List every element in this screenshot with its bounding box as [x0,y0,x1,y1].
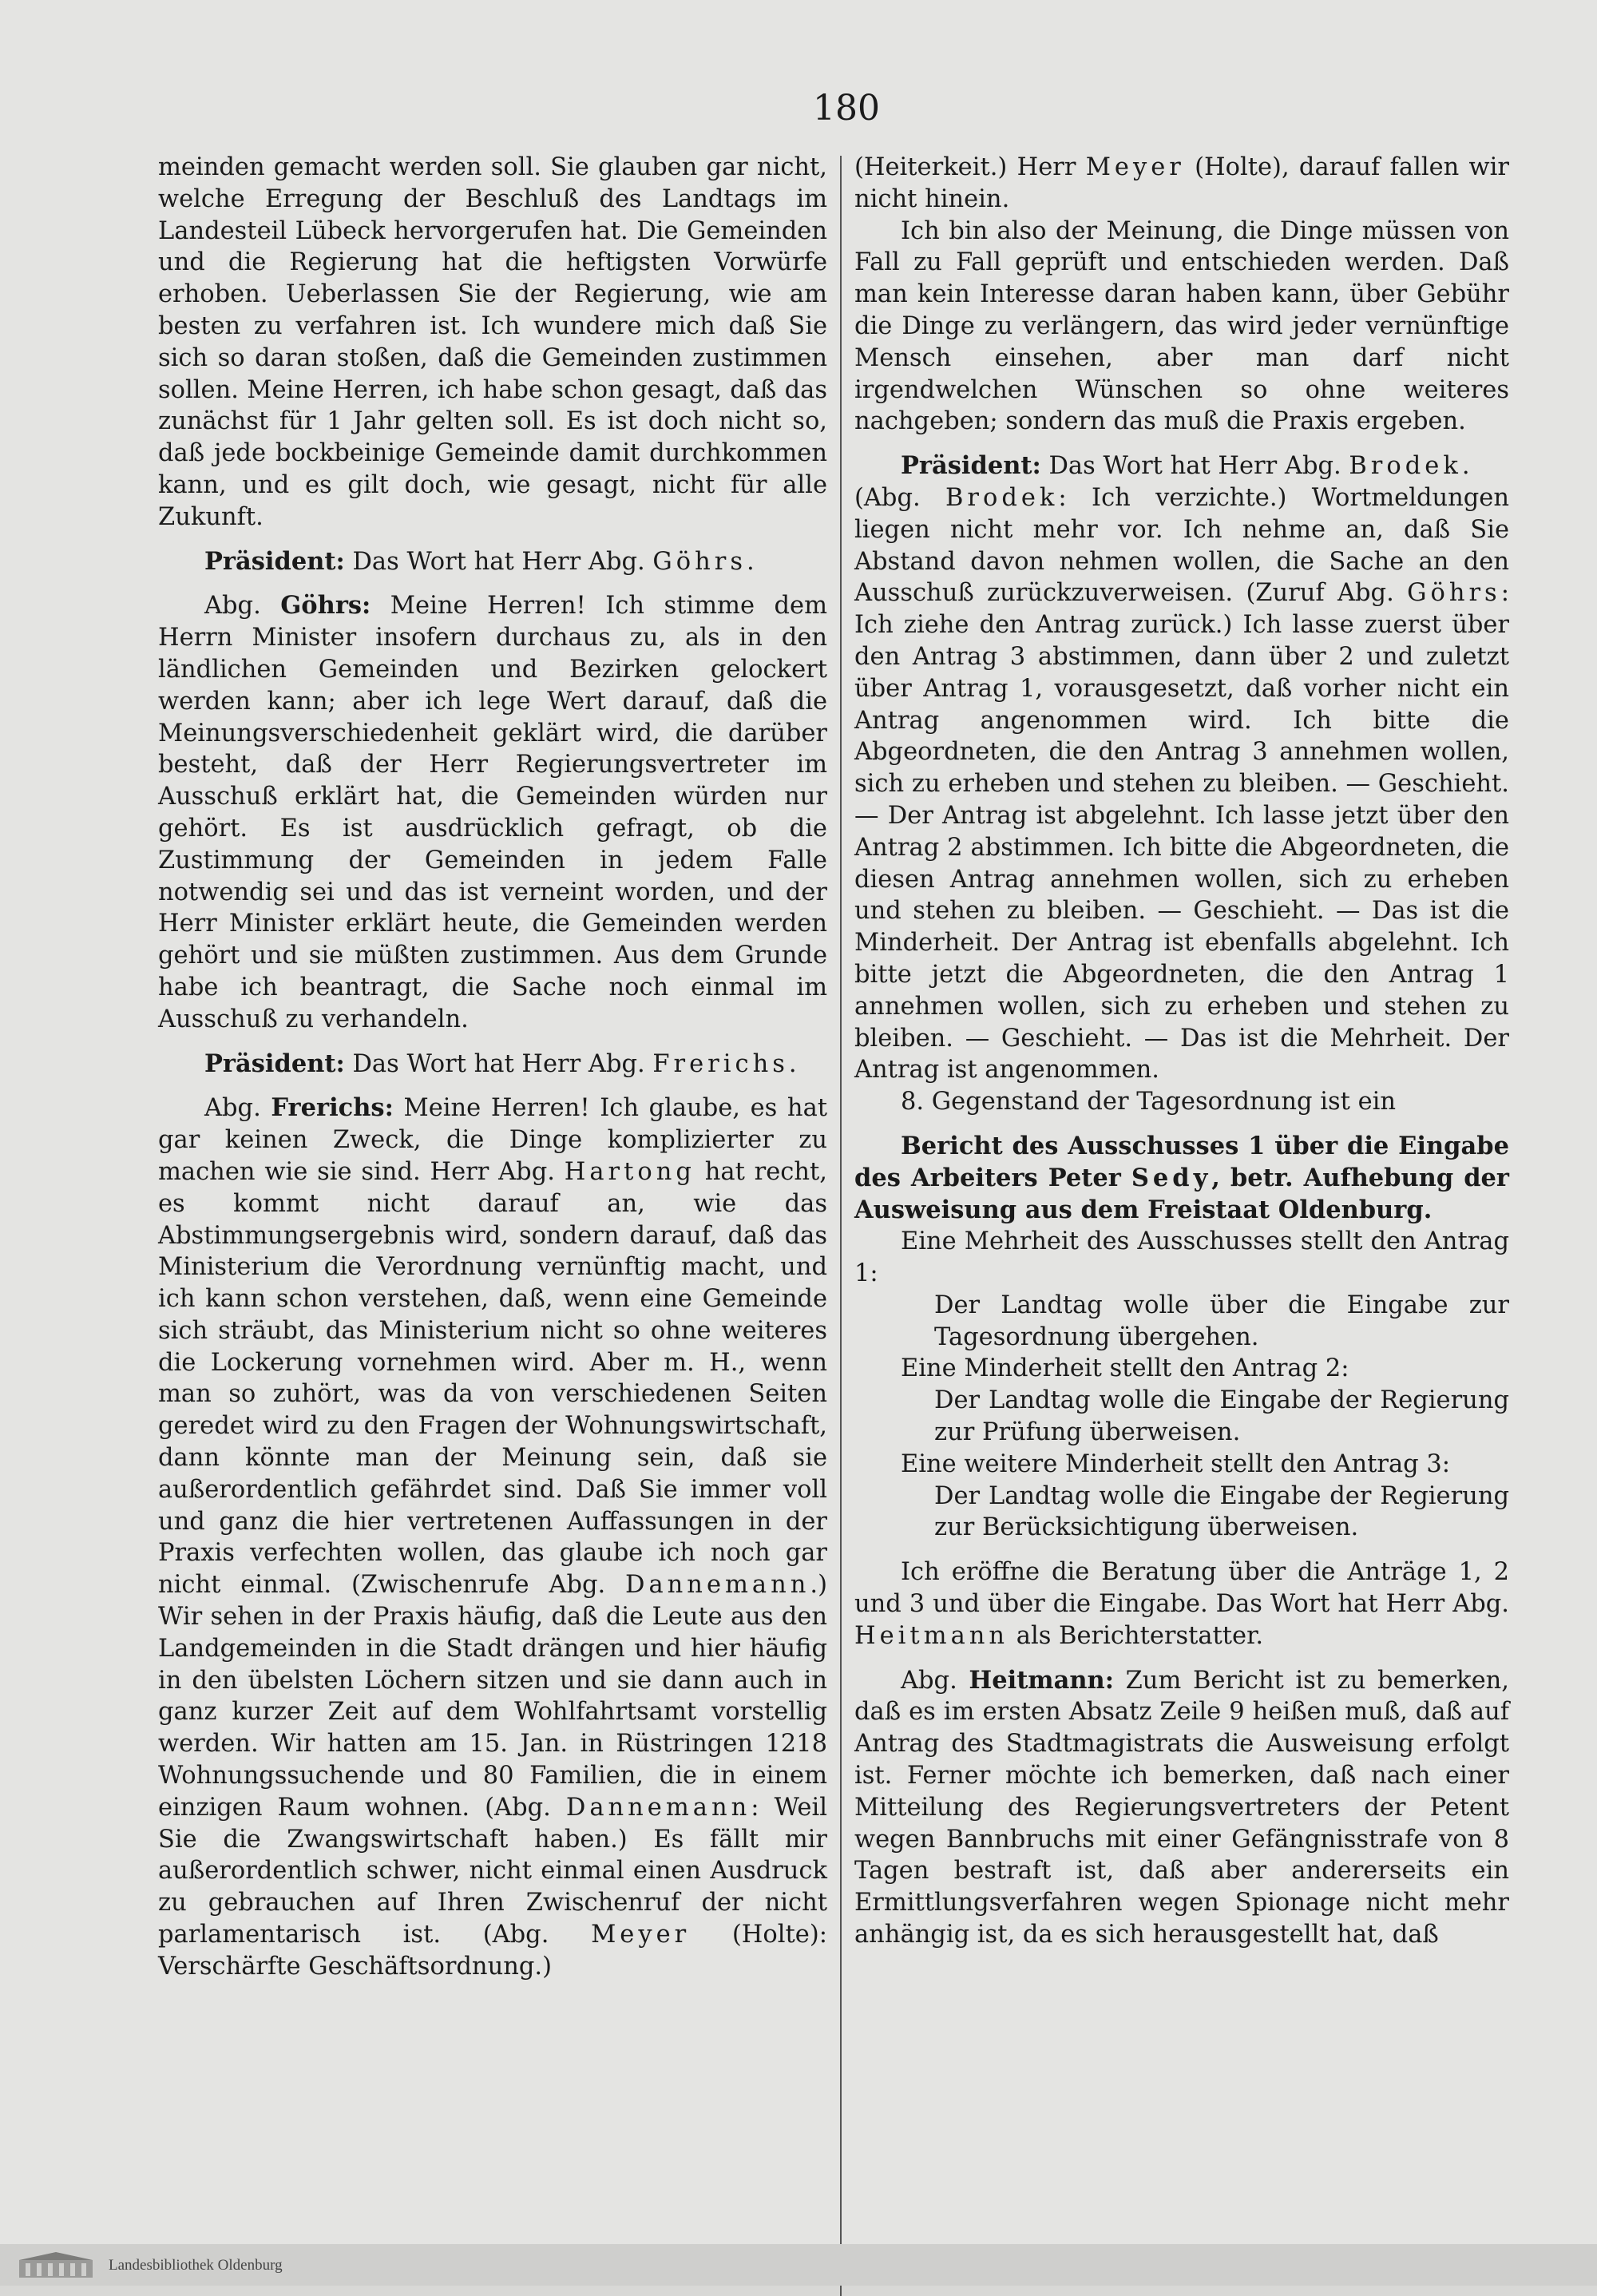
spaced-name: Brodek [1349,452,1462,481]
paragraph [854,1086,1509,1118]
text-run: Der Landtag wolle über die Eingabe zur Tagesordnung übergehen. [934,1291,1509,1351]
footer-bar [0,2244,1597,2286]
text-run: Meine Herren! Ich glaube, es hat gar keinen Zweck, die Dinge komplizierter zu machen wie sie sind. Herr Abg. [158,1094,828,1186]
spaced-name: Dannemann [625,1571,810,1600]
spaced-name: Dannemann [565,1793,751,1822]
text-run: . [747,547,755,576]
text-run: hat recht, es kommt nicht darauf an, wie das Abstimmungsergebnis wird, sondern darauf, daß das Ministerium die Verordnung vernünftig macht, und ich kann schon verstehen, daß, wenn eine Gemeinde sich sträubt, das Ministerium nicht so ohne weiteres die Lockerung vornehmen wird. Aber m. H., wenn man so zuhört, was da von verschiedenen Seiten geredet wird zu den Fragen der Wohnungswirtschaft, dann könnte man der Meinung sein, daß sie außerordentlich gefährdet sind. Daß Sie immer voll und ganz die hier vertretenen Auffassungen in der Praxis verfechten wollen, das glaube ich noch gar nicht einmal. (Zwischenrufe Abg. [158,1157,827,1600]
text-run: 8. Gegenstand der Tagesordnung ist ein [901,1088,1397,1116]
text-run: . [788,1049,797,1078]
paragraph [158,546,827,578]
paragraph [854,1131,1509,1226]
paragraph [158,152,827,533]
text-run: Der Landtag wolle die Eingabe der Regierung zur Prüfung überweisen. [934,1386,1509,1447]
text-run: (Abg. [854,483,945,512]
right-column [854,152,1509,1951]
text-run: Abg. [204,1094,271,1123]
text-run: (Holte): Verschärfte Geschäftsordnung.) [158,1921,827,1981]
page-number: 180 [813,88,880,129]
paragraph [854,450,1509,482]
text-run: (Holte), darauf fallen wir nicht hinein. [854,153,1509,213]
paragraph [854,1385,1509,1449]
paragraph [854,1481,1509,1545]
paragraph [854,1226,1509,1290]
library-building-icon [18,2250,94,2279]
left-column [158,152,827,1983]
library-name: Landesbibliothek Oldenburg [109,2257,283,2274]
spaced-name: Göhrs [1407,579,1501,608]
text-run: Das Wort hat Herr Abg. [344,547,653,576]
text-run: Das Wort hat Herr Abg. [344,1049,653,1078]
text-run: Ich bin also der Meinung, die Dinge müssen von Fall zu Fall geprüft und entschieden werden. Daß man kein Interesse daran haben kann, über Gebühr die Dinge zu verlängern, das wird jeder vernünftige Mensch einsehen, aber man darf nicht irgendwelchen Wünschen so ohne weiteres nachgeben; sondern das muß die Praxis ergeben. [854,216,1509,436]
text-run: , betr. Aufhebung der Ausweisung aus dem Freistaat Oldenburg. [854,1163,1509,1224]
text-run: Eine weitere Minderheit stellt den Antrag 3: [901,1449,1451,1478]
paragraph [854,152,1509,216]
speaker-label: Heitmann: [969,1665,1114,1695]
paragraph [854,1665,1509,1951]
paragraph [854,1353,1509,1385]
speaker-label: Frerichs: [271,1093,394,1123]
text-run: Ich eröffne die Beratung über die Anträge 1, 2 und 3 und über die Eingabe. Das Wort hat Herr Abg. [854,1558,1509,1619]
text-run: Eine Mehrheit des Ausschusses stellt den Antrag 1: [854,1227,1509,1288]
paragraph [854,1556,1509,1652]
speaker-label: Göhrs: [280,591,371,621]
text-run: Meine Herren! Ich stimme dem Herrn Minister insofern durchaus zu, als in den ländlichen Gemeinden und Bezirken gelockert werden kann; aber ich lege Wert darauf, daß die Meinungsverschiedenheit geklärt wird, die darüber besteht, daß der Herr Regierungsvertreter im Ausschuß erklärt hat, die Gemeinden würden nur gehört. Es ist ausdrücklich gefragt, ob die Zustimmung der Gemeinden in jedem Falle notwendig sei und das ist verneint worden, und der Herr Minister erklärt heute, die Gemeinden werden gehört und sie müßten zustimmen. Aus dem Grunde habe ich beantragt, die Sache noch einmal im Ausschuß zu verhandeln. [158,592,827,1033]
text-run: (Heiterkeit.) Herr [854,153,1086,181]
spaced-name: Meyer [1085,153,1185,181]
paragraph [158,590,827,1035]
text-run: Abg. [901,1666,969,1695]
spaced-name: Hartong [564,1157,695,1186]
text-run: : Ich verzichte.) Wortmeldungen liegen nicht mehr vor. Ich nehme an, daß Sie Abstand davon nehmen wollen, die Sache an den Ausschuß zurückzuverweisen. (Zuruf Abg. [854,483,1509,608]
spaced-name: Meyer [591,1921,691,1949]
text-run: Der Landtag wolle die Eingabe der Regierung zur Berücksichtigung überweisen. [934,1481,1509,1542]
paragraph [854,1449,1509,1481]
speaker-label: Präsident: [204,546,345,576]
text-run: Eine Minderheit stellt den Antrag 2: [901,1354,1349,1383]
paragraph [158,1092,827,1982]
speaker-label: Präsident: [901,451,1041,481]
paragraph [854,216,1509,438]
text-run: Bericht des Ausschusses 1 über die Eingabe des Arbeiters Peter [854,1131,1509,1192]
text-run: Abg. [204,592,281,621]
column-divider [840,156,842,2296]
text-run: meinden gemacht werden soll. Sie glauben gar nicht, welche Erregung der Beschluß des Landtags im Landesteil Lübeck hervorgerufen hat. Die Gemeinden und die Regierung hat die heftigsten Vorwürfe erhoben. Ueberlassen Sie der Regierung, wie am besten zu verfahren ist. Ich wundere mich daß Sie sich so daran stoßen, daß die Gemeinden zustimmen sollen. Meine Herren, ich habe schon gesagt, daß das zunächst für 1 Jahr gelten soll. Es ist doch nicht so, daß jede bockbeinige Gemeinde damit durchkommen kann, und es gilt doch, wie gesagt, nicht für alle Zukunft. [158,153,827,531]
text-run: : Ich ziehe den Antrag zurück.) Ich lasse zuerst über den Antrag 3 abstimmen, dann über 2 und zuletzt über Antrag 1, vorausgesetzt, daß vorher nicht ein Antrag angenommen wird. Ich bitte die Abgeordneten, die den Antrag 3 annehmen wollen, sich zu erheben und stehen zu bleiben. — Geschieht. — Der Antrag ist abgelehnt. Ich lasse jetzt über den Antrag 2 abstimmen. Ich bitte die Abgeordneten, die diesen Antrag annehmen wollen, sich zu erheben und stehen zu bleiben. — Geschieht. — Das ist die Minderheit. Der Antrag ist ebenfalls abgelehnt. Ich bitte jetzt die Abgeordneten, die den Antrag 1 annehmen wollen, sich zu erheben und stehen zu bleiben. — Geschieht. — Das ist die Mehrheit. Der Antrag ist angenommen. [854,579,1509,1085]
paragraph [158,1049,827,1081]
spaced-name: Sedy [1131,1163,1212,1192]
paragraph [854,482,1509,1086]
spaced-name: Brodek [945,483,1059,512]
spaced-name: Frerichs [652,1049,789,1078]
text-run: . [1461,452,1470,481]
speaker-label: Präsident: [204,1049,345,1078]
spaced-name: Göhrs [652,547,747,576]
text-run: .) Wir sehen in der Praxis häufig, daß die Leute aus den Landgemeinden in die Stadt drängen und hier häufig in den übelsten Löchern sitzen und sie dann auch in ganz kurzer Zeit auf dem Wohlfahrtsamt vorstellig werden. Wir hatten am 15. Jan. in Rüstringen 1218 Wohnungssuchende und 80 Familien, die in einem einzigen Raum wohnen. (Abg. [158,1571,827,1822]
spaced-name: Heitmann [854,1621,1009,1650]
text-run: Das Wort hat Herr Abg. [1040,452,1349,481]
paragraph [854,1290,1509,1354]
text-run: als Berichterstatter. [1009,1621,1264,1650]
text-run: Zum Bericht ist zu bemerken, daß es im ersten Absatz Zeile 9 heißen muß, daß auf Antrag des Stadtmagistrats die Ausweisung erfolgt ist. Ferner möchte ich bemerken, daß nach einer Mitteilung des Regierungsvertreters der Petent wegen Bannbruchs mit einer Gefängnisstrafe von 8 Tagen bestraft ist, daß aber andererseits ein Ermittlungsverfahren wegen Spionage nicht mehr anhängig ist, da es sich herausgestellt hat, daß [854,1666,1509,1949]
text-run: : Weil Sie die Zwangswirtschaft haben.) Es fällt mir außerordentlich schwer, nicht einmal einen Ausdruck zu gebrauchen auf Ihren Zwischenruf der nicht parlamentarisch ist. (Abg. [158,1793,827,1949]
